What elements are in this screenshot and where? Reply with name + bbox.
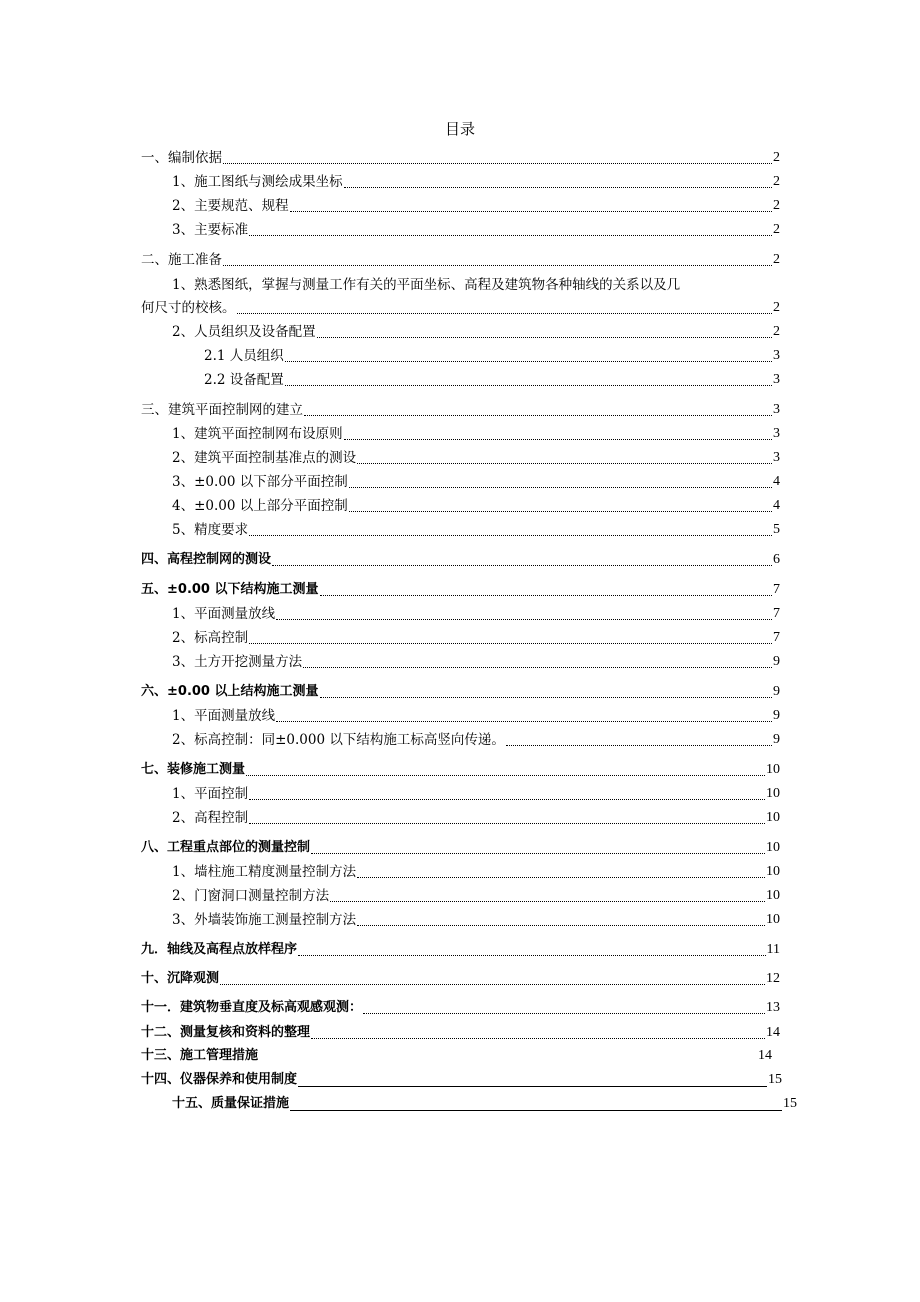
dot-leader: [357, 924, 765, 926]
toc-entry[interactable]: [172, 809, 780, 827]
toc-entry[interactable]: [172, 473, 780, 491]
dot-leader: [220, 983, 765, 985]
toc-entry-label: 九．轴线及高程点放样程序: [141, 942, 298, 957]
toc-entry[interactable]: [141, 839, 780, 857]
toc-entry[interactable]: [141, 1024, 780, 1042]
dot-leader: [298, 1085, 767, 1087]
toc-entry[interactable]: [172, 731, 780, 749]
dot-leader: [357, 876, 765, 878]
dot-leader: [320, 696, 773, 698]
toc-entry-label: 1、施工图纸与测绘成果坐标: [172, 174, 343, 190]
dot-leader: [249, 798, 765, 800]
dot-leader: [276, 720, 772, 722]
toc-entry-label: 2.1 人员组织: [204, 348, 284, 364]
dot-leader: [330, 900, 765, 902]
toc-entry-page-number: 10: [766, 810, 780, 825]
toc-entry[interactable]: [172, 197, 780, 215]
toc-entry-label: 1、平面控制: [172, 786, 249, 802]
dot-leader: [506, 744, 772, 746]
dot-leader: [357, 462, 772, 464]
toc-entry[interactable]: [141, 941, 780, 959]
toc-entry[interactable]: [172, 497, 780, 515]
dot-leader: [317, 336, 772, 338]
toc-entry-label: 二、施工准备: [141, 252, 222, 268]
toc-entry-page-number: 10: [766, 762, 780, 777]
toc-entry-page-number: 2: [773, 300, 780, 315]
toc-entry-label: 四、高程控制网的测设: [141, 552, 272, 567]
toc-entry[interactable]: [204, 371, 780, 389]
toc-entry[interactable]: [141, 999, 780, 1017]
toc-entry-page-number: 2: [773, 324, 780, 339]
toc-entry[interactable]: [141, 551, 780, 569]
toc-entry-page-number: 7: [773, 606, 780, 621]
toc-entry-page-number: 4: [773, 498, 780, 513]
toc-entry[interactable]: [141, 761, 780, 779]
toc-entry-label: 十、沉降观测: [141, 971, 220, 986]
toc-entry-page-number: 15: [768, 1072, 782, 1087]
dot-leader: [223, 264, 772, 266]
toc-entry-page-number: 9: [773, 708, 780, 723]
toc-entry[interactable]: [172, 653, 780, 671]
dot-leader: [237, 312, 773, 314]
dot-leader: [349, 510, 772, 512]
toc-entry-page-number: 15: [783, 1096, 797, 1111]
toc-entry[interactable]: [141, 299, 780, 317]
toc-entry-page-number: 14: [758, 1048, 772, 1063]
toc-entry-page-number: 10: [766, 912, 780, 927]
toc-entry[interactable]: [172, 785, 780, 803]
toc-entry[interactable]: [172, 173, 780, 191]
toc-entry-label: 何尺寸的校核。: [141, 300, 236, 316]
toc-entry[interactable]: [141, 1071, 782, 1089]
toc-entry-page-number: 13: [766, 1000, 780, 1015]
toc-entry-page-number: 3: [773, 348, 780, 363]
toc-entry-page-number: 3: [773, 426, 780, 441]
toc-entry-label: 六、±0.00 以上结构施工测量: [141, 684, 319, 699]
toc-entry-label: 1、平面测量放线: [172, 708, 276, 724]
dot-leader: [249, 534, 772, 536]
toc-entry-label: 2.2 设备配置: [204, 372, 284, 388]
dot-leader: [290, 1109, 782, 1111]
toc-entry-page-number: 7: [773, 630, 780, 645]
dot-leader: [304, 414, 772, 416]
toc-title: 目录: [444, 120, 475, 138]
toc-entry-page-number: 10: [766, 786, 780, 801]
toc-entry-label: 5、精度要求: [172, 522, 249, 538]
toc-entry-label: 七、装修施工测量: [141, 762, 246, 777]
toc-entry[interactable]: [141, 1047, 772, 1065]
toc-entry-label: 2、人员组织及设备配置: [172, 324, 316, 340]
toc-entry-label: 十一．建筑物垂直度及标高观感观测：: [141, 1000, 363, 1015]
toc-entry-label: 3、外墙装饰施工测量控制方法: [172, 912, 357, 928]
dot-leader: [290, 210, 772, 212]
toc-entry-page-number: 4: [773, 474, 780, 489]
toc-entry-label: 3、±0.00 以下部分平面控制: [172, 474, 348, 490]
dot-leader: [344, 186, 772, 188]
toc-entry-page-number: 2: [773, 222, 780, 237]
toc-entry-label: 1、墙柱施工精度测量控制方法: [172, 864, 357, 880]
dot-leader: [246, 774, 765, 776]
toc-entry[interactable]: [172, 863, 780, 881]
toc-entry[interactable]: [172, 425, 780, 443]
dot-leader: [249, 234, 772, 236]
toc-entry-label: 2、门窗洞口测量控制方法: [172, 888, 330, 904]
toc-entry-page-number: 9: [773, 654, 780, 669]
toc-entry[interactable]: [172, 449, 780, 467]
toc-entry[interactable]: [172, 629, 780, 647]
toc-entry-label: 3、主要标准: [172, 222, 249, 238]
toc-entry-page-number: 9: [773, 684, 780, 699]
dot-leader: [349, 486, 772, 488]
toc-entry[interactable]: [172, 221, 780, 239]
toc-entry[interactable]: [141, 401, 780, 419]
toc-entry-label: 1、建筑平面控制网布设原则: [172, 426, 343, 442]
toc-entry-label: 2、高程控制: [172, 810, 249, 826]
toc-entry-label: 2、建筑平面控制基准点的测设: [172, 450, 357, 466]
toc-entry[interactable]: [172, 1095, 797, 1113]
dot-leader: [311, 1037, 765, 1039]
toc-entry[interactable]: [141, 970, 780, 988]
toc-entry-label: 五、±0.00 以下结构施工测量: [141, 582, 319, 597]
toc-entry-page-number: 9: [773, 732, 780, 747]
toc-entry-label: 1、平面测量放线: [172, 606, 276, 622]
toc-entry-page-number: 3: [773, 402, 780, 417]
dot-leader: [303, 666, 772, 668]
dot-leader: [249, 642, 772, 644]
dot-leader: [249, 822, 765, 824]
toc-entry[interactable]: [172, 521, 780, 539]
dot-leader: [223, 162, 772, 164]
toc-entry-page-number: 10: [766, 888, 780, 903]
toc-entry-label: 十二、测量复核和资料的整理: [141, 1025, 311, 1040]
dot-leader: [320, 594, 773, 596]
dot-leader: [276, 618, 772, 620]
toc-entry-page-number: 11: [766, 942, 780, 957]
toc-entry-label: 2、标高控制: [172, 630, 249, 646]
toc-entry[interactable]: [141, 149, 780, 167]
toc-entry-page-number: 6: [773, 552, 780, 567]
toc-entry-label: 2、主要规范、规程: [172, 198, 289, 214]
toc-entry-page-number: 10: [766, 864, 780, 879]
toc-entry-label: 一、编制依据: [141, 150, 222, 166]
dot-leader: [363, 1012, 765, 1014]
toc-entry-page-number: 2: [773, 252, 780, 267]
toc-entry[interactable]: [141, 683, 780, 701]
toc-entry-page-number: 14: [766, 1025, 780, 1040]
toc-entry[interactable]: [204, 347, 780, 365]
toc-entry[interactable]: [141, 251, 780, 269]
toc-entry-page-number: 5: [773, 522, 780, 537]
toc-entry-page-number: 3: [773, 372, 780, 387]
toc-entry-page-number: 12: [766, 971, 780, 986]
toc-entry[interactable]: [172, 911, 780, 929]
dot-leader: [272, 564, 772, 566]
dot-leader: [298, 954, 766, 956]
toc-entry-page-number: 3: [773, 450, 780, 465]
dot-leader: [285, 384, 772, 386]
toc-entry-label-line1: 1、熟悉图纸，掌握与测量工作有关的平面坐标、高程及建筑物各种轴线的关系以及几: [172, 277, 681, 293]
toc-entry[interactable]: [172, 605, 780, 623]
toc-entry-label: 十四、仪器保养和使用制度: [141, 1072, 298, 1087]
toc-entry-label: 十三、施工管理措施: [141, 1048, 259, 1063]
toc-entry[interactable]: [141, 581, 780, 599]
toc-entry-label: 十五、质量保证措施: [172, 1096, 290, 1111]
dot-leader: [344, 438, 772, 440]
toc-entry[interactable]: [172, 887, 780, 905]
toc-entry-page-number: 2: [773, 150, 780, 165]
toc-entry-page-number: 7: [773, 582, 780, 597]
toc-entry-label: 2、标高控制：同±0.000 以下结构施工标高竖向传递。: [172, 732, 505, 748]
toc-entry-label: 三、建筑平面控制网的建立: [141, 402, 303, 418]
toc-entry[interactable]: [172, 323, 780, 341]
dot-leader: [311, 852, 765, 854]
toc-entry-page-number: 2: [773, 198, 780, 213]
dot-leader: [285, 360, 772, 362]
toc-entry-label: 4、±0.00 以上部分平面控制: [172, 498, 348, 514]
toc-entry-page-number: 10: [766, 840, 780, 855]
toc-entry-label: 3、土方开挖测量方法: [172, 654, 303, 670]
toc-entry-page-number: 2: [773, 174, 780, 189]
dot-leader: [259, 1061, 757, 1062]
toc-entry[interactable]: [172, 707, 780, 725]
toc-entry-label: 八、工程重点部位的测量控制: [141, 840, 311, 855]
